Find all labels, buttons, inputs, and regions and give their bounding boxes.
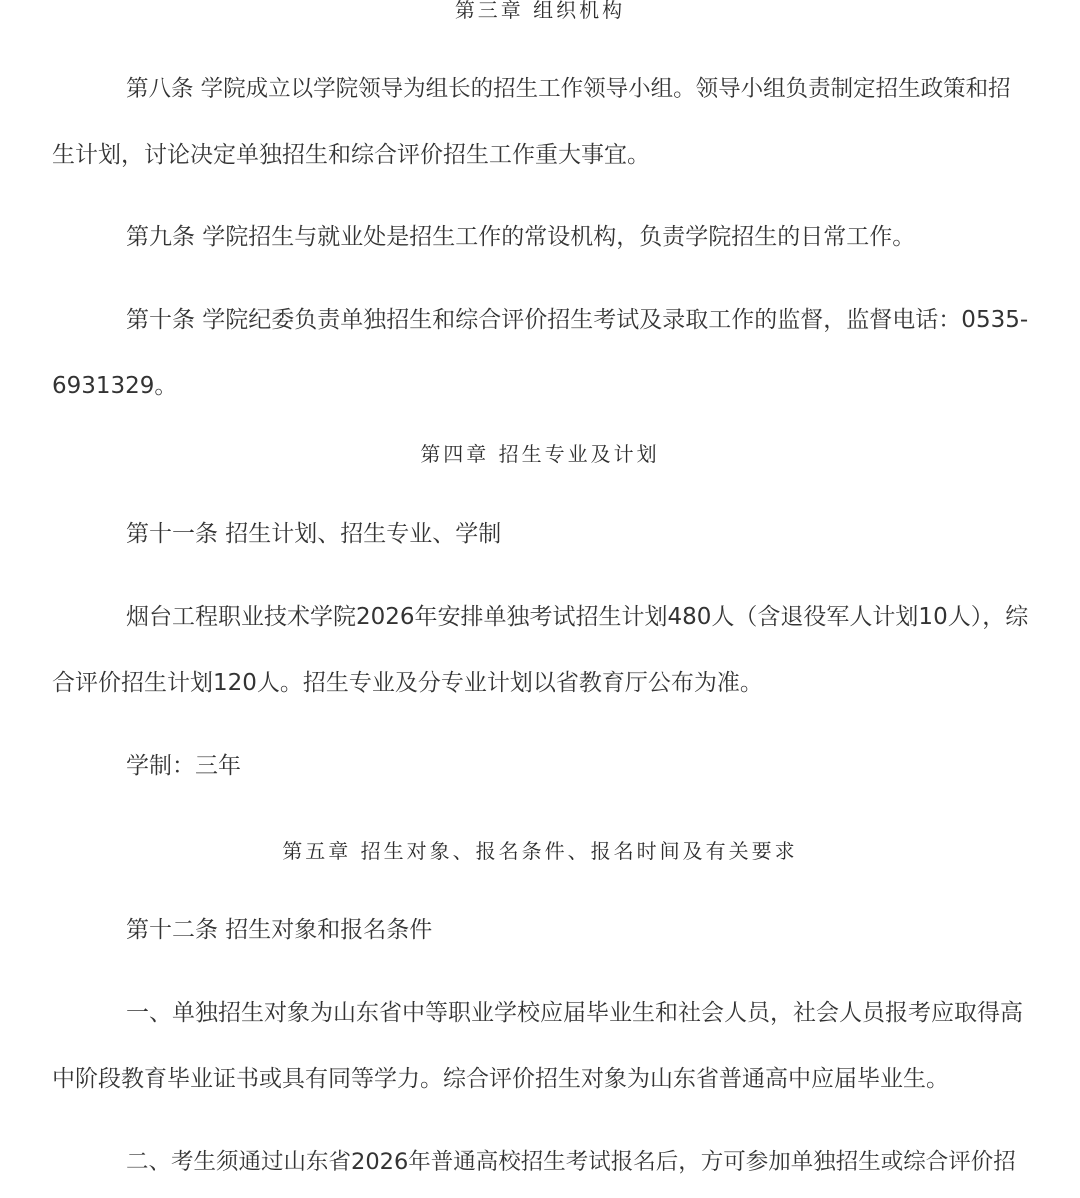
article-8-line-1: 第八条 学院成立以学院领导为组长的招生工作领导小组。领导小组负责制定招生政策和招 — [126, 76, 1011, 102]
article-9: 第九条 学院招生与就业处是招生工作的常设机构，负责学院招生的日常工作。 — [126, 224, 916, 250]
article-10-line-1: 第十条 学院纪委负责单独招生和综合评价招生考试及录取工作的监督，监督电话：0535- — [126, 307, 1029, 333]
article-11: 第十一条 招生计划、招生专业、学制 — [126, 521, 502, 547]
chapter-4-heading: 第四章 招生专业及计划 — [420, 442, 660, 466]
article-10-line-2: 6931329。 — [52, 373, 178, 399]
article-12: 第十二条 招生对象和报名条件 — [126, 917, 433, 943]
item-1-line-1: 一、单独招生对象为山东省中等职业学校应届毕业生和社会人员，社会人员报考应取得高 — [126, 1000, 1023, 1026]
chapter-5-heading: 第五章 招生对象、报名条件、报名时间及有关要求 — [282, 839, 798, 863]
chapter-3-heading: 第三章 组织机构 — [454, 0, 626, 22]
item-1-line-2: 中阶段教育毕业证书或具有同等学力。综合评价招生对象为山东省普通高中应届毕业生。 — [52, 1066, 949, 1092]
duration-text: 学制：三年 — [126, 753, 241, 779]
plan-line-2: 合评价招生计划120人。招生专业及分专业计划以省教育厅公布为准。 — [52, 670, 763, 696]
item-2-line-1: 二、考生须通过山东省2026年普通高校招生考试报名后，方可参加单独招生或综合评价招 — [126, 1149, 1016, 1175]
article-8-line-2: 生计划，讨论决定单独招生和综合评价招生工作重大事宜。 — [52, 142, 650, 168]
plan-line-1: 烟台工程职业技术学院2026年安排单独考试招生计划480人（含退役军人计划10人），综 — [126, 604, 1029, 630]
